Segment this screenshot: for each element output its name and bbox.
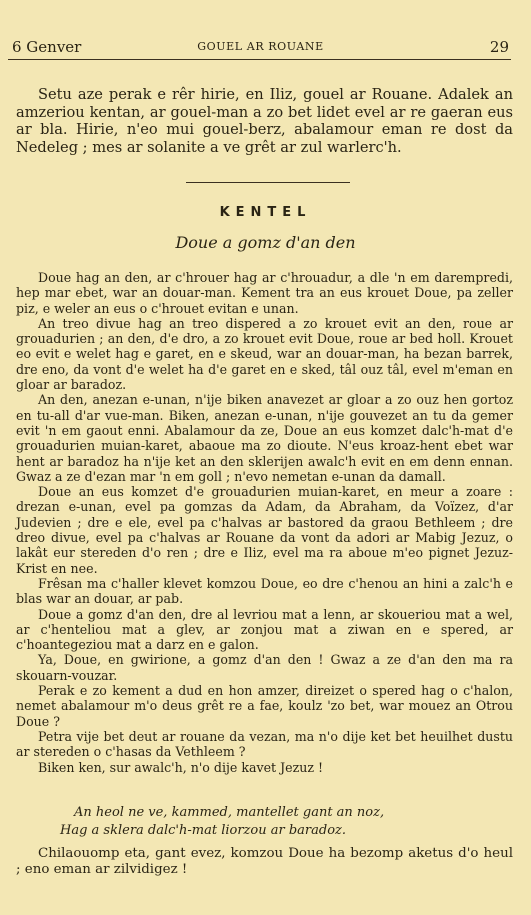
body-paragraph: Perak e zo kement a dud en hon amzer, direizet o spered hag o c'halon, nemet abalamour m'o deus grêt re a fae, koulz 'zo bet, war mouez an Otrou Doue ? <box>16 683 513 729</box>
section-title: KENTEL <box>219 205 312 220</box>
body-paragraph: Doue a gomz d'an den, dre al levriou mat a lenn, ar skoueriou mat a wel, ar c'henteliou mat a glev, ar zonjou mat a ziwan en e spered, ar c'hoantegeziou mat a darz en e galon. <box>16 606 513 653</box>
running-header <box>12 38 509 60</box>
header-title: GOUEL AR ROUANE <box>197 40 324 53</box>
body-paragraph: Doue an eus komzet d'e grouadurien muian-karet, en meur a zoare : drezan e-unan, evel pa gomzas da Adam, da Abraham, da Voïzez, d'ar Judevien ; dre e ele, evel pa c'halvas ar bastored da graou Bethleem ; dre dreo divue, evel pa c'halvas ar Rouane da vont da adori ar Mabig Jezuz, o lakât eur stereden d'o ren ; dre e Iliz, evel ma ra aboue m'eo pignet Jezuz-Krist en nee. <box>16 484 513 576</box>
closing-paragraph: Chilaouomp eta, gant evez, komzou Doue ha bezomp aketus d'o heul ; eno eman ar zilvidigez ! <box>16 846 513 877</box>
verse-line: An heol ne ve, kammed, mantellet gant an noz, <box>74 805 385 820</box>
section-divider <box>186 182 350 183</box>
body-paragraph: Biken ken, sur awalc'h, n'o dije kavet Jezuz ! <box>38 759 324 775</box>
header-rule <box>8 59 511 60</box>
body-paragraph: Ya, Doue, en gwirione, a gomz d'an den ! Gwaz a ze d'an den ma ra skouarn-vouzar. <box>16 652 513 683</box>
verse-block <box>60 804 491 840</box>
header-date: 6 Genver <box>12 38 82 56</box>
body-paragraph: Frêsan ma c'haller klevet komzou Doue, eo dre c'henou an hini a zalc'h e blas war an douar, ar pab. <box>16 575 513 607</box>
intro-paragraph: Setu aze perak e rêr hirie, en Iliz, gouel ar Rouane. Adalek an amzeriou kentan, ar gouel-man a zo bet lidet evel ar re gaeran eus ar bla. Hirie, n'eo mui gouel-berz, abalamour eman re dost da Nedeleg ; mes ar solanite a ve grêt ar zul warlerc'h. <box>16 86 513 156</box>
body-paragraph: Petra vije bet deut ar rouane da vezan, ma n'o dije ket bet heuilhet dustu ar stereden o c'hasas da Vethleem ? <box>16 728 513 760</box>
intro-text <box>16 86 513 156</box>
section-subtitle: Doue a gomz d'an den <box>175 233 356 252</box>
lesson-body <box>16 270 513 775</box>
body-paragraph: An treo divue hag an treo dispered a zo krouet evit an den, roue ar grouadurien ; an den, d'e dro, a zo krouet evit Doue, roue ar bed holl. Krouet eo evit e welet hag e garet, en e skeud, war an douar-man, ha bezan barrek, dre eno, da vont d'e welet ha d'e garet en e sked, tâl ouz tâl, evel m'eman en gloar ar baradoz. <box>16 315 513 393</box>
verse-line: Hag a sklera dalc'h-mat liorzou ar baradoz. <box>60 823 347 838</box>
page-number: 29 <box>489 38 509 56</box>
body-paragraph: An den, anezan e-unan, n'ije biken anavezet ar gloar a zo ouz hen gortoz en tu-all d'ar vue-man. Biken, anezan e-unan, n'ije gouvezet an tu da gemer evit 'n em gaout enni. Abalamour da ze, Doue an eus komzet dalc'h-mat d'e grouadurien muian-karet, abaoue ma zo dioute. N'eus kroaz-hent ebet war hent ar baradoz ha n'ije ket an den sklerijen awalc'h evit en em denn ennan. Gwaz a ze d'ezan mar 'n em goll ; n'evo nemetan e-unan da damall. <box>16 392 513 484</box>
body-paragraph: Doue hag an den, ar c'hrouer hag ar c'hrouadur, a dle 'n em darempredi, hep mar ebet, war an douar-man. Kement tra an eus krouet Doue, pa zeller piz, e weler an eus o c'hrouet evitan e unan. <box>16 270 513 316</box>
closing-text <box>16 846 513 878</box>
